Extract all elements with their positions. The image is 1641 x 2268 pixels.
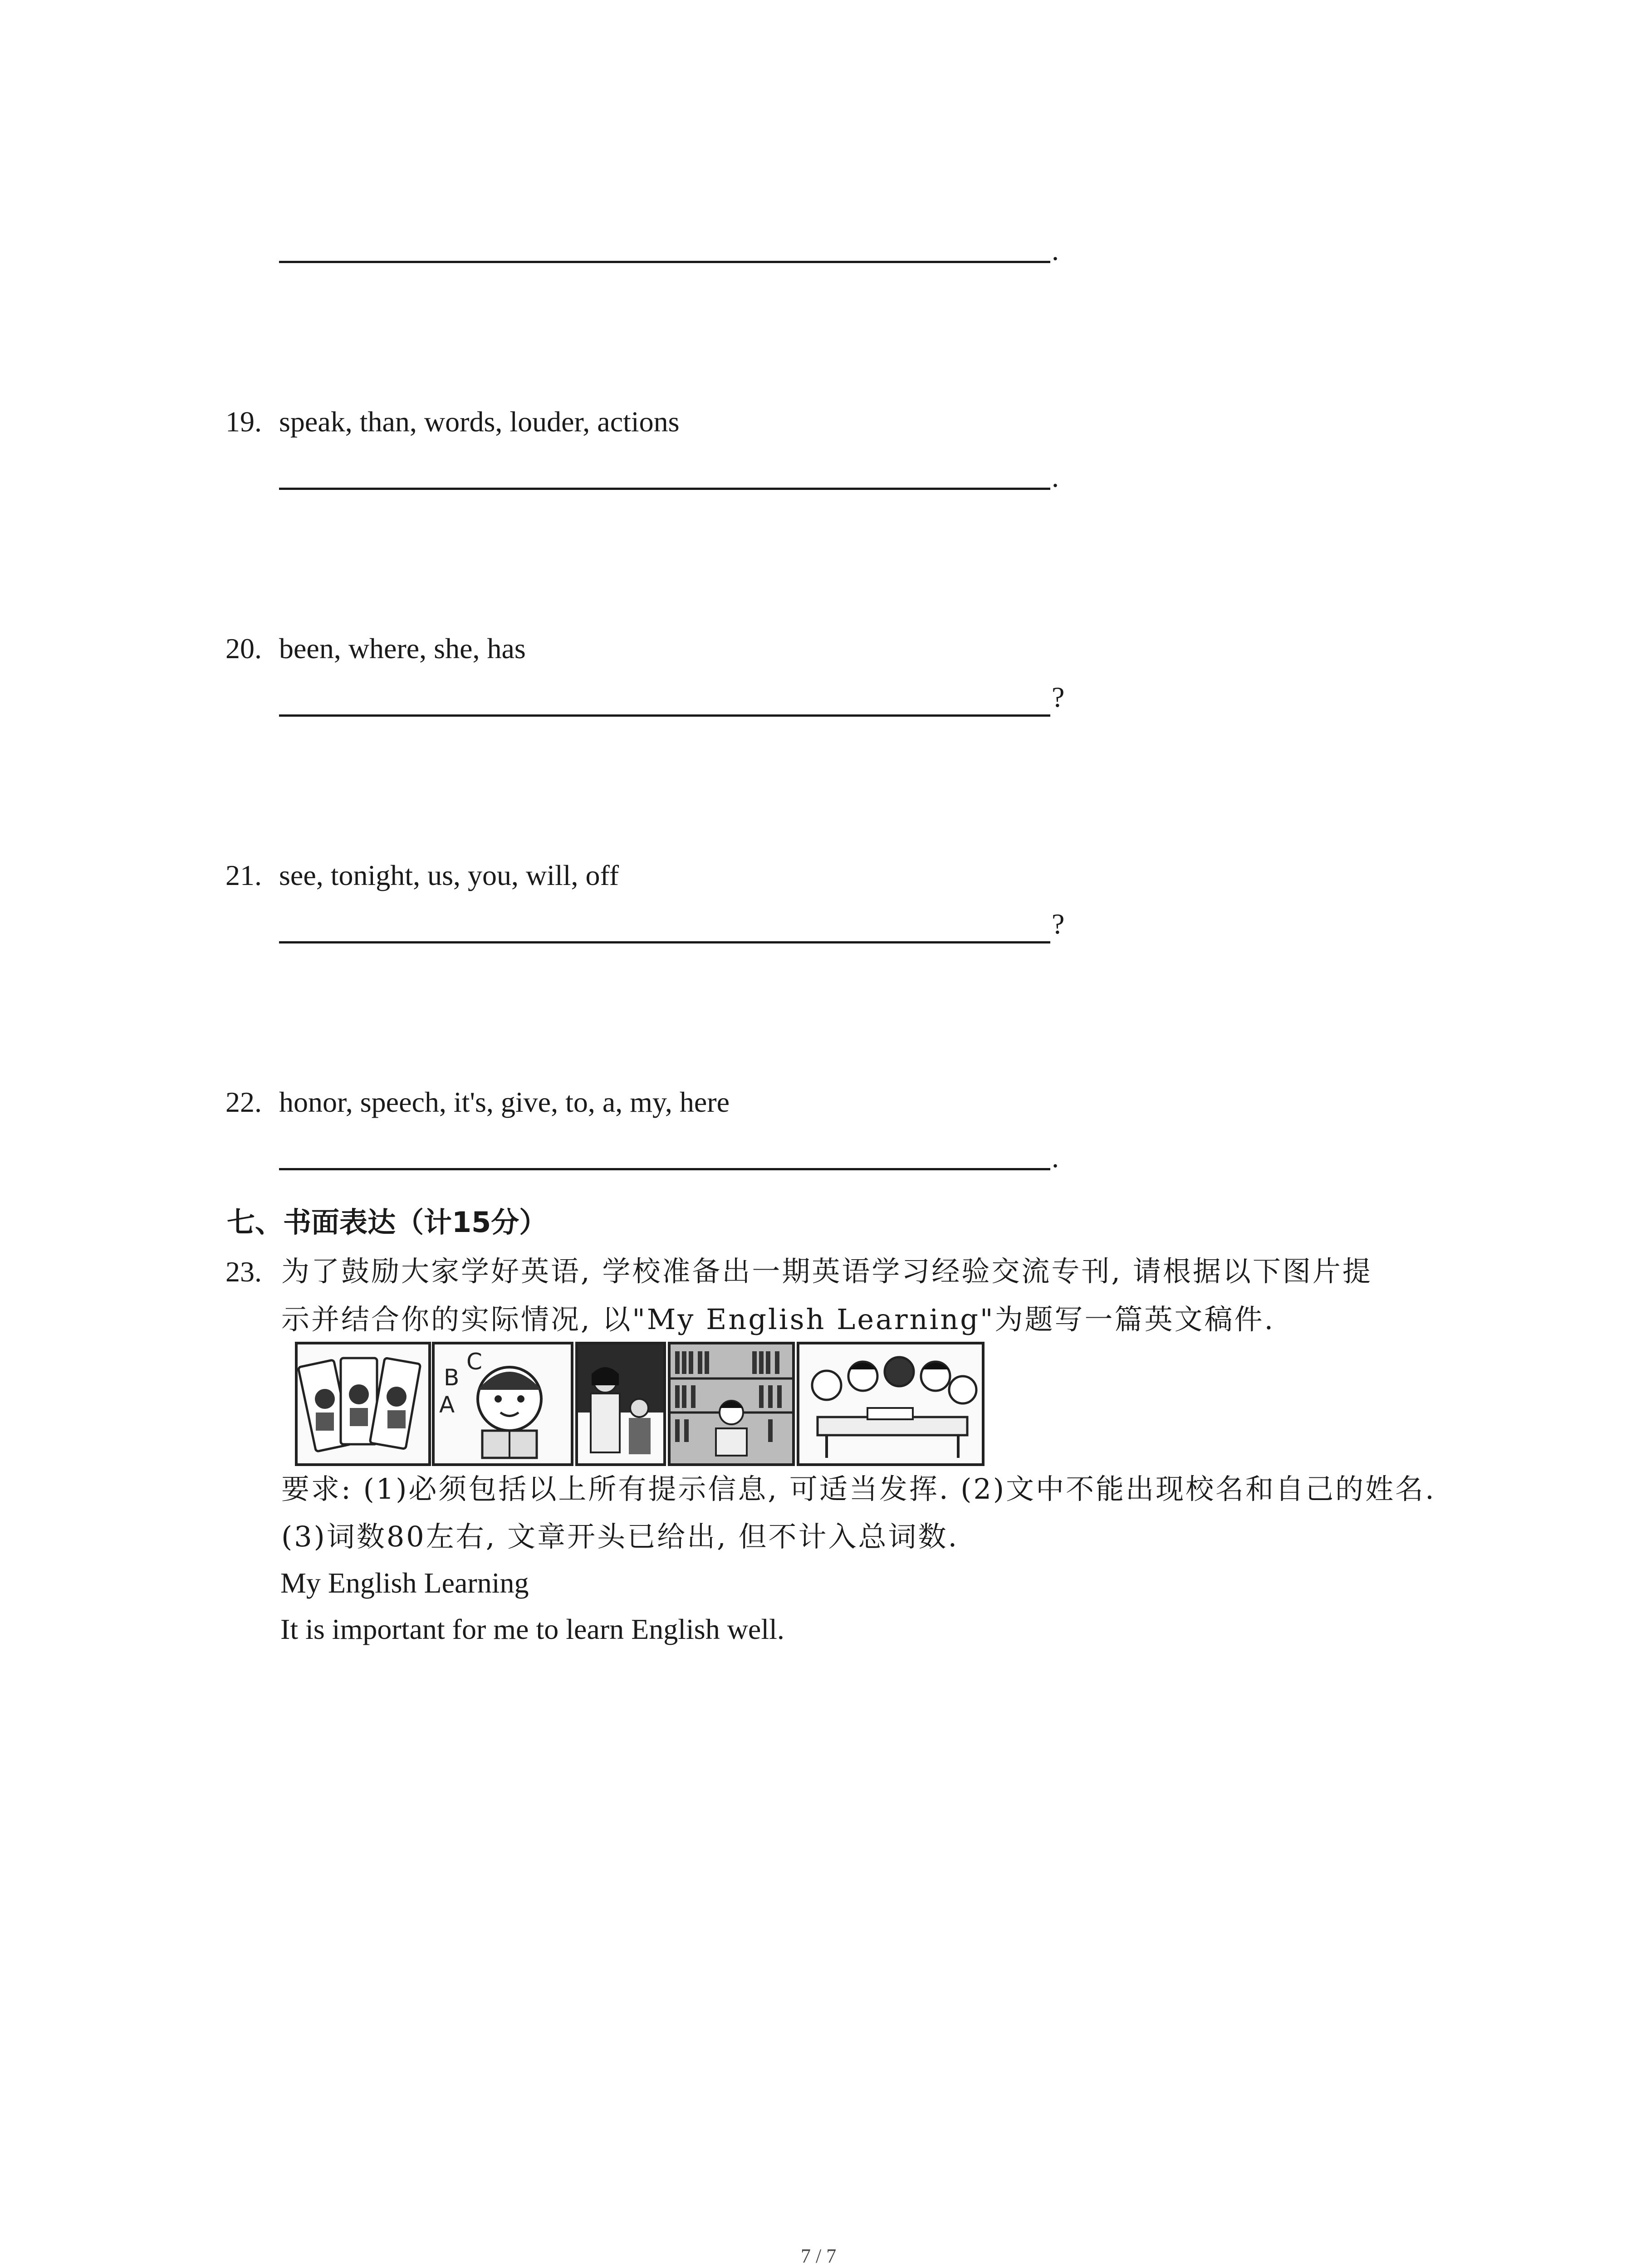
svg-text:A: A <box>439 1392 455 1418</box>
question-words: see, tonight, us, you, will, off <box>279 859 619 891</box>
svg-text:C: C <box>466 1349 482 1375</box>
question-number: 22. <box>225 1086 262 1118</box>
library-reading-picture <box>668 1342 795 1466</box>
requirements-line-2: (3)词数80左右, 文章开头已给出, 但不计入总词数. <box>281 1520 959 1553</box>
question-number: 21. <box>225 859 262 891</box>
section-title: 七、书面表达（计15分） <box>227 1206 548 1239</box>
requirements-line-1: 要求: (1)必须包括以上所有提示信息, 可适当发挥. (2)文中不能出现校名和自己的姓名. <box>281 1472 1436 1505</box>
answer-end-punct: ? <box>1052 908 1065 940</box>
question-19 <box>225 407 262 436</box>
answer-line-19[interactable] <box>279 488 1050 490</box>
prompt-line-2: 示并结合你的实际情况, 以"My English Learning"为题写一篇英文稿件. <box>281 1303 1275 1336</box>
answer-line-18[interactable] <box>279 261 1050 263</box>
prompt-line-1: 为了鼓励大家学好英语, 学校准备出一期英语学习经验交流专刊, 请根据以下图片提 <box>281 1255 1372 1288</box>
svg-text:B: B <box>444 1364 460 1391</box>
answer-line-20[interactable] <box>279 714 1050 717</box>
answer-line-21[interactable] <box>279 941 1050 943</box>
page-number: 7 / 7 <box>801 2245 837 2267</box>
essay-opening: It is important for me to learn English well. <box>280 1613 784 1645</box>
answer-end-punct: . <box>1052 234 1059 266</box>
girl-reading-abc-picture <box>432 1342 573 1466</box>
essay-title: My English Learning <box>280 1567 529 1599</box>
question-number: 23. <box>225 1256 262 1288</box>
answer-line-22[interactable] <box>279 1168 1050 1170</box>
question-words: speak, than, words, louder, actions <box>279 406 680 438</box>
answer-end-punct: . <box>1052 1141 1059 1173</box>
question-number: 19. <box>225 406 262 438</box>
teacher-and-student-picture <box>575 1342 666 1466</box>
question-words: been, where, she, has <box>279 632 526 665</box>
question-number: 20. <box>225 632 262 665</box>
question-words: honor, speech, it's, give, to, a, my, here <box>279 1086 730 1118</box>
group-discussion-picture <box>797 1342 985 1466</box>
word-cards-picture <box>295 1342 431 1466</box>
answer-end-punct: ? <box>1052 681 1065 713</box>
answer-end-punct: . <box>1052 461 1059 493</box>
